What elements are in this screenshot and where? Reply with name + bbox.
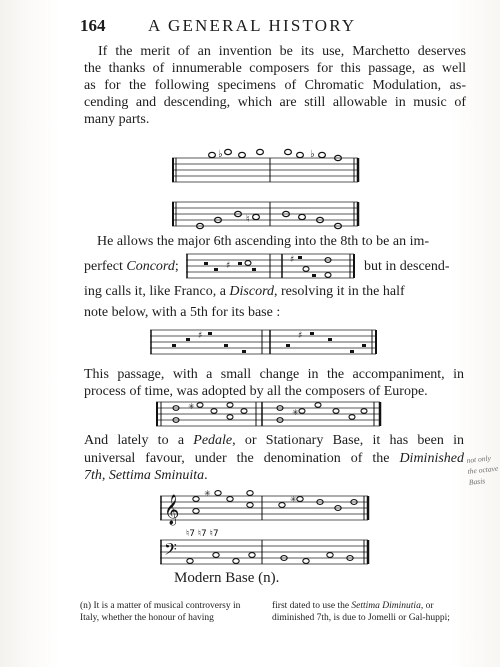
text-line: the thanks of innumerable composers for this passage, as well	[84, 61, 466, 76]
text-run: And lately to a	[84, 433, 194, 448]
text-run: , or diminished 7th, is due to Jomelli or Gal-huppi;	[272, 601, 450, 623]
text-run: perfect	[84, 259, 127, 274]
figure-caption	[174, 570, 279, 587]
paragraph-major-sixth-line1: He allows the major 6th ascending into the 8th to be an im-	[97, 234, 430, 249]
text-line: as for the following specimens of Chromatic Modulation, as-	[84, 78, 466, 93]
italic-term: Diminished	[399, 451, 464, 466]
text-run: ;	[174, 259, 179, 274]
svg-text:♭: ♭	[218, 149, 223, 160]
italic-term: Pedale	[193, 433, 233, 448]
italic-term: Concord	[126, 259, 175, 274]
italic-term: Settima Diminutia	[351, 601, 421, 611]
music-example-concord	[186, 248, 358, 284]
italic-term: Discord	[229, 284, 275, 299]
paragraph-marchetto	[84, 43, 466, 128]
svg-text:𝄢: 𝄢	[164, 539, 177, 563]
italic-term: 7th, Settima Sminuita	[84, 468, 205, 483]
svg-text:♭: ♭	[310, 149, 315, 160]
caption-label: Modern Base	[174, 570, 255, 586]
handwritten-margin-note: not only the octave Basis	[466, 453, 499, 487]
svg-text:𝄞: 𝄞	[164, 495, 180, 525]
svg-text:♯: ♯	[290, 255, 295, 265]
footnote-left: (n) It is a matter of musical controversy in Italy, whether the honour of having	[80, 601, 241, 623]
svg-text:✳: ✳	[188, 402, 195, 411]
text-run: , or Stationary Base, it has been in	[232, 433, 464, 448]
svg-text:✳: ✳	[292, 408, 299, 417]
text-line: many parts.	[84, 112, 150, 127]
paragraph-pedale-line2	[84, 450, 464, 467]
music-example-discord	[150, 324, 380, 364]
music-example-diminished-seventh	[160, 482, 372, 570]
page-header	[0, 14, 500, 38]
caption-suffix: .	[275, 570, 280, 586]
music-example-chromatic	[172, 140, 362, 230]
paragraph-major-sixth-line4: note below, with a 5th for its base :	[84, 305, 281, 320]
figured-bass-label: ♮7 ♮7 ♮7	[186, 529, 219, 539]
text-run: .	[204, 468, 208, 483]
text-run: ing calls it, like Franco, a	[84, 284, 230, 299]
music-example-adopted	[156, 398, 384, 434]
text-run: universal favour, under the denomination of the	[84, 451, 400, 466]
text-run-descend: but in descend-	[364, 259, 450, 274]
paragraph-pedale-line1	[84, 432, 464, 449]
svg-text:♯: ♯	[298, 331, 303, 341]
svg-text:✳: ✳	[204, 489, 211, 498]
svg-text:♯: ♯	[226, 261, 231, 271]
footnote-ref: (n)	[258, 570, 276, 586]
svg-text:♮: ♮	[246, 214, 250, 225]
svg-text:✳: ✳	[290, 495, 297, 504]
running-title: A GENERAL HISTORY	[148, 16, 357, 35]
text-run: , resolving it in the half	[274, 284, 405, 299]
footnote-right	[272, 600, 464, 624]
page-number: 164	[80, 16, 106, 35]
paragraph-major-sixth-line2	[84, 258, 179, 275]
text-run: first dated to use the	[272, 601, 352, 611]
text-line: If the merit of an invention be its use, Marchetto deserves	[98, 44, 466, 59]
text-line: cending and descending, which are still allowable in music of	[84, 95, 466, 110]
paragraph-adopted-line1: This passage, with a small change in the accompaniment, in	[84, 367, 464, 382]
svg-text:♯: ♯	[198, 331, 203, 341]
paragraph-major-sixth-line3	[84, 283, 405, 300]
paragraph-adopted-line2: process of time, was adopted by all the composers of Europe.	[84, 384, 428, 399]
